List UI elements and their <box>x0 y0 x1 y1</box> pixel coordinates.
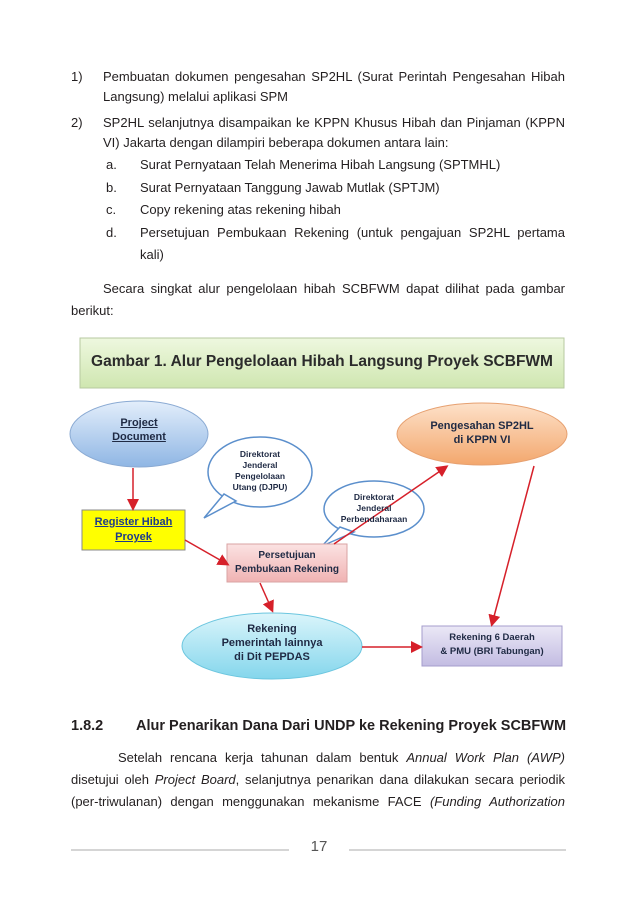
arrow-persetujuan-to-rekening <box>260 583 272 610</box>
rekening-pemerintah-label-3: di Dit PEPDAS <box>234 651 310 663</box>
intro-line2: berikut: <box>71 303 114 318</box>
persetujuan-label-2: Pembukaan Rekening <box>235 564 339 575</box>
sub-letter-a: a. <box>106 157 117 172</box>
list-item-1-line2: Langsung) melalui aplikasi SPM <box>103 89 288 104</box>
rekening-pemerintah-label-1: Rekening <box>247 623 297 635</box>
list-item-2-line2: VI) Jakarta dengan dilampiri beberapa dokumen antara lain: <box>103 135 449 150</box>
rekening-daerah-label-2: & PMU (BRI Tabungan) <box>440 646 544 657</box>
arrow-register-to-persetujuan <box>185 540 227 564</box>
project-document-label-1: Project <box>120 417 158 429</box>
list-item-2-line1: SP2HL selanjutnya disampaikan ke KPPN Khusus Hibah dan Pinjaman (KPPN <box>103 115 565 130</box>
sub-letter-d: d. <box>106 225 117 240</box>
sub-item-d-line2: kali) <box>140 247 164 262</box>
figure-title: Gambar 1. Alur Pengelolaan Hibah Langsung Proyek SCBFWM <box>91 353 553 370</box>
sub-letter-b: b. <box>106 180 117 195</box>
perbendaharaan-label-3: Perbendaharaan <box>340 514 408 524</box>
djpu-bubble-tail <box>204 494 236 518</box>
page-number: 17 <box>310 838 328 855</box>
flow-diagram <box>64 334 570 680</box>
list-number-2: 2) <box>71 115 83 130</box>
section-title: Alur Penarikan Dana Dari UNDP ke Rekening Proyek SCBFWM <box>136 718 567 734</box>
footer-rule-right <box>349 849 566 851</box>
list-item-1-line1: Pembuatan dokumen pengesahan SP2HL (Surat Perintah Pengesahan Hibah <box>103 69 565 84</box>
para-line1: Setelah rencana kerja tahunan dalam bentuk Annual Work Plan (AWP) <box>118 750 565 765</box>
sub-item-b: Surat Pernyataan Tanggung Jawab Mutlak (SPTJM) <box>140 180 440 195</box>
intro-line1: Secara singkat alur pengelolaan hibah SCBFWM dapat dilihat pada gambar <box>103 281 565 296</box>
register-label-1: Register Hibah <box>94 516 173 528</box>
sub-item-c: Copy rekening atas rekening hibah <box>140 202 341 217</box>
sub-item-d-line1: Persetujuan Pembukaan Rekening (untuk pengajuan SP2HL pertama <box>140 225 565 240</box>
djpu-label-2: Jenderal <box>242 460 278 470</box>
para-line3: (per-triwulanan) dengan menggunakan mekanisme FACE (Funding Authorization <box>71 794 565 809</box>
perbendaharaan-label-1: Direktorat <box>353 492 395 502</box>
persetujuan-label-1: Persetujuan <box>258 550 316 561</box>
sub-letter-c: c. <box>106 202 117 217</box>
register-label-2: Proyek <box>115 531 152 543</box>
rekening-pemerintah-label-2: Pemerintah lainnya <box>221 637 323 649</box>
list-number-1: 1) <box>71 69 83 84</box>
sub-item-a: Surat Pernyataan Telah Menerima Hibah Langsung (SPTMHL) <box>140 157 501 172</box>
perbendaharaan-label-2: Jenderal <box>356 503 392 513</box>
footer-rule-left <box>71 849 289 851</box>
perbendaharaan-bubble-tail <box>322 527 354 546</box>
djpu-label-4: Utang (DJPU) <box>232 482 288 492</box>
pengesahan-label-1: Pengesahan SP2HL <box>430 420 534 432</box>
rekening-daerah-label-1: Rekening 6 Daerah <box>449 632 535 643</box>
para-line2: disetujui oleh Project Board, selanjutnya penarikan dana dilakukan secara periodik <box>71 772 566 787</box>
arrow-pengesahan-to-daerah <box>492 466 534 624</box>
djpu-label-3: Pengelolaan <box>234 471 286 481</box>
section-number: 1.8.2 <box>71 718 104 734</box>
project-document-label-2: Document <box>112 431 166 443</box>
pengesahan-label-2: di KPPN VI <box>453 434 511 446</box>
djpu-label-1: Direktorat <box>239 449 281 459</box>
